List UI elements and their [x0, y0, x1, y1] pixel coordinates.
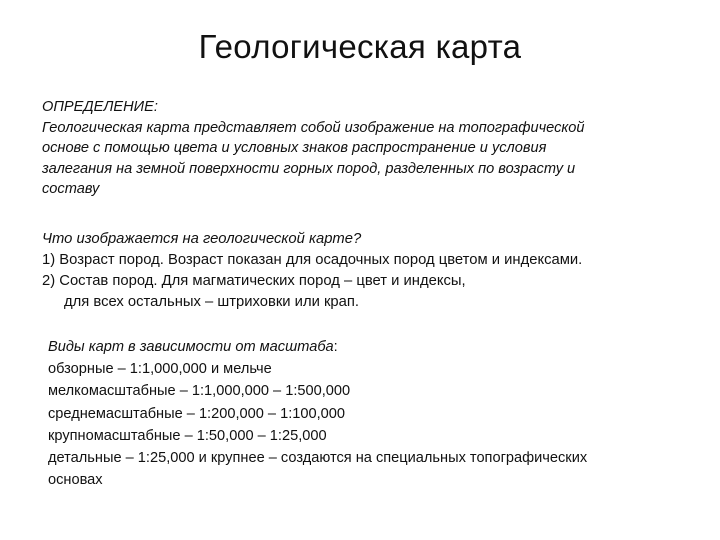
question-block [42, 229, 582, 313]
scale-line: среднемасштабные – 1:200,000 – 1:100,000 [48, 405, 346, 422]
scale-line: основах [48, 472, 103, 489]
definition-line: составу [42, 181, 100, 197]
question-item-composition: 2) Состав пород. Для магматических пород – цвет и индексы, [42, 273, 466, 289]
scales-heading: Виды карт в зависимости от масштаба [48, 339, 334, 355]
definition-line: основе с помощью цвета и условных знаков распространение и условия [42, 140, 547, 156]
question-item-composition-cont: для всех остальных – штриховки или крап. [64, 294, 360, 310]
scale-line: детальные – 1:25,000 и крупнее – создаются на специальных топографических [48, 450, 588, 467]
definition-line: Геологическая карта представляет собой изображение на топографической [42, 119, 585, 136]
scale-line: мелкомасштабные – 1:1,000,000 – 1:500,000 [48, 383, 351, 400]
definition-heading: ОПРЕДЕЛЕНИЕ: [42, 99, 158, 115]
scale-line: крупномасштабные – 1:50,000 – 1:25,000 [48, 427, 327, 444]
map-scales-block [48, 336, 587, 491]
scale-line: обзорные – 1:1,000,000 и мельче [48, 361, 272, 378]
definition-block [42, 97, 585, 200]
scales-heading-colon: : [333, 339, 338, 355]
slide-title: Геологическая карта [198, 28, 522, 65]
question-heading: Что изображается на геологической карте? [42, 231, 362, 247]
scales-heading-line [48, 336, 587, 358]
definition-line: залегания на земной поверхности горных пород, разделенных по возрасту и [42, 160, 576, 177]
question-item-age: 1) Возраст пород. Возраст показан для осадочных пород цветом и индексами. [42, 252, 583, 268]
